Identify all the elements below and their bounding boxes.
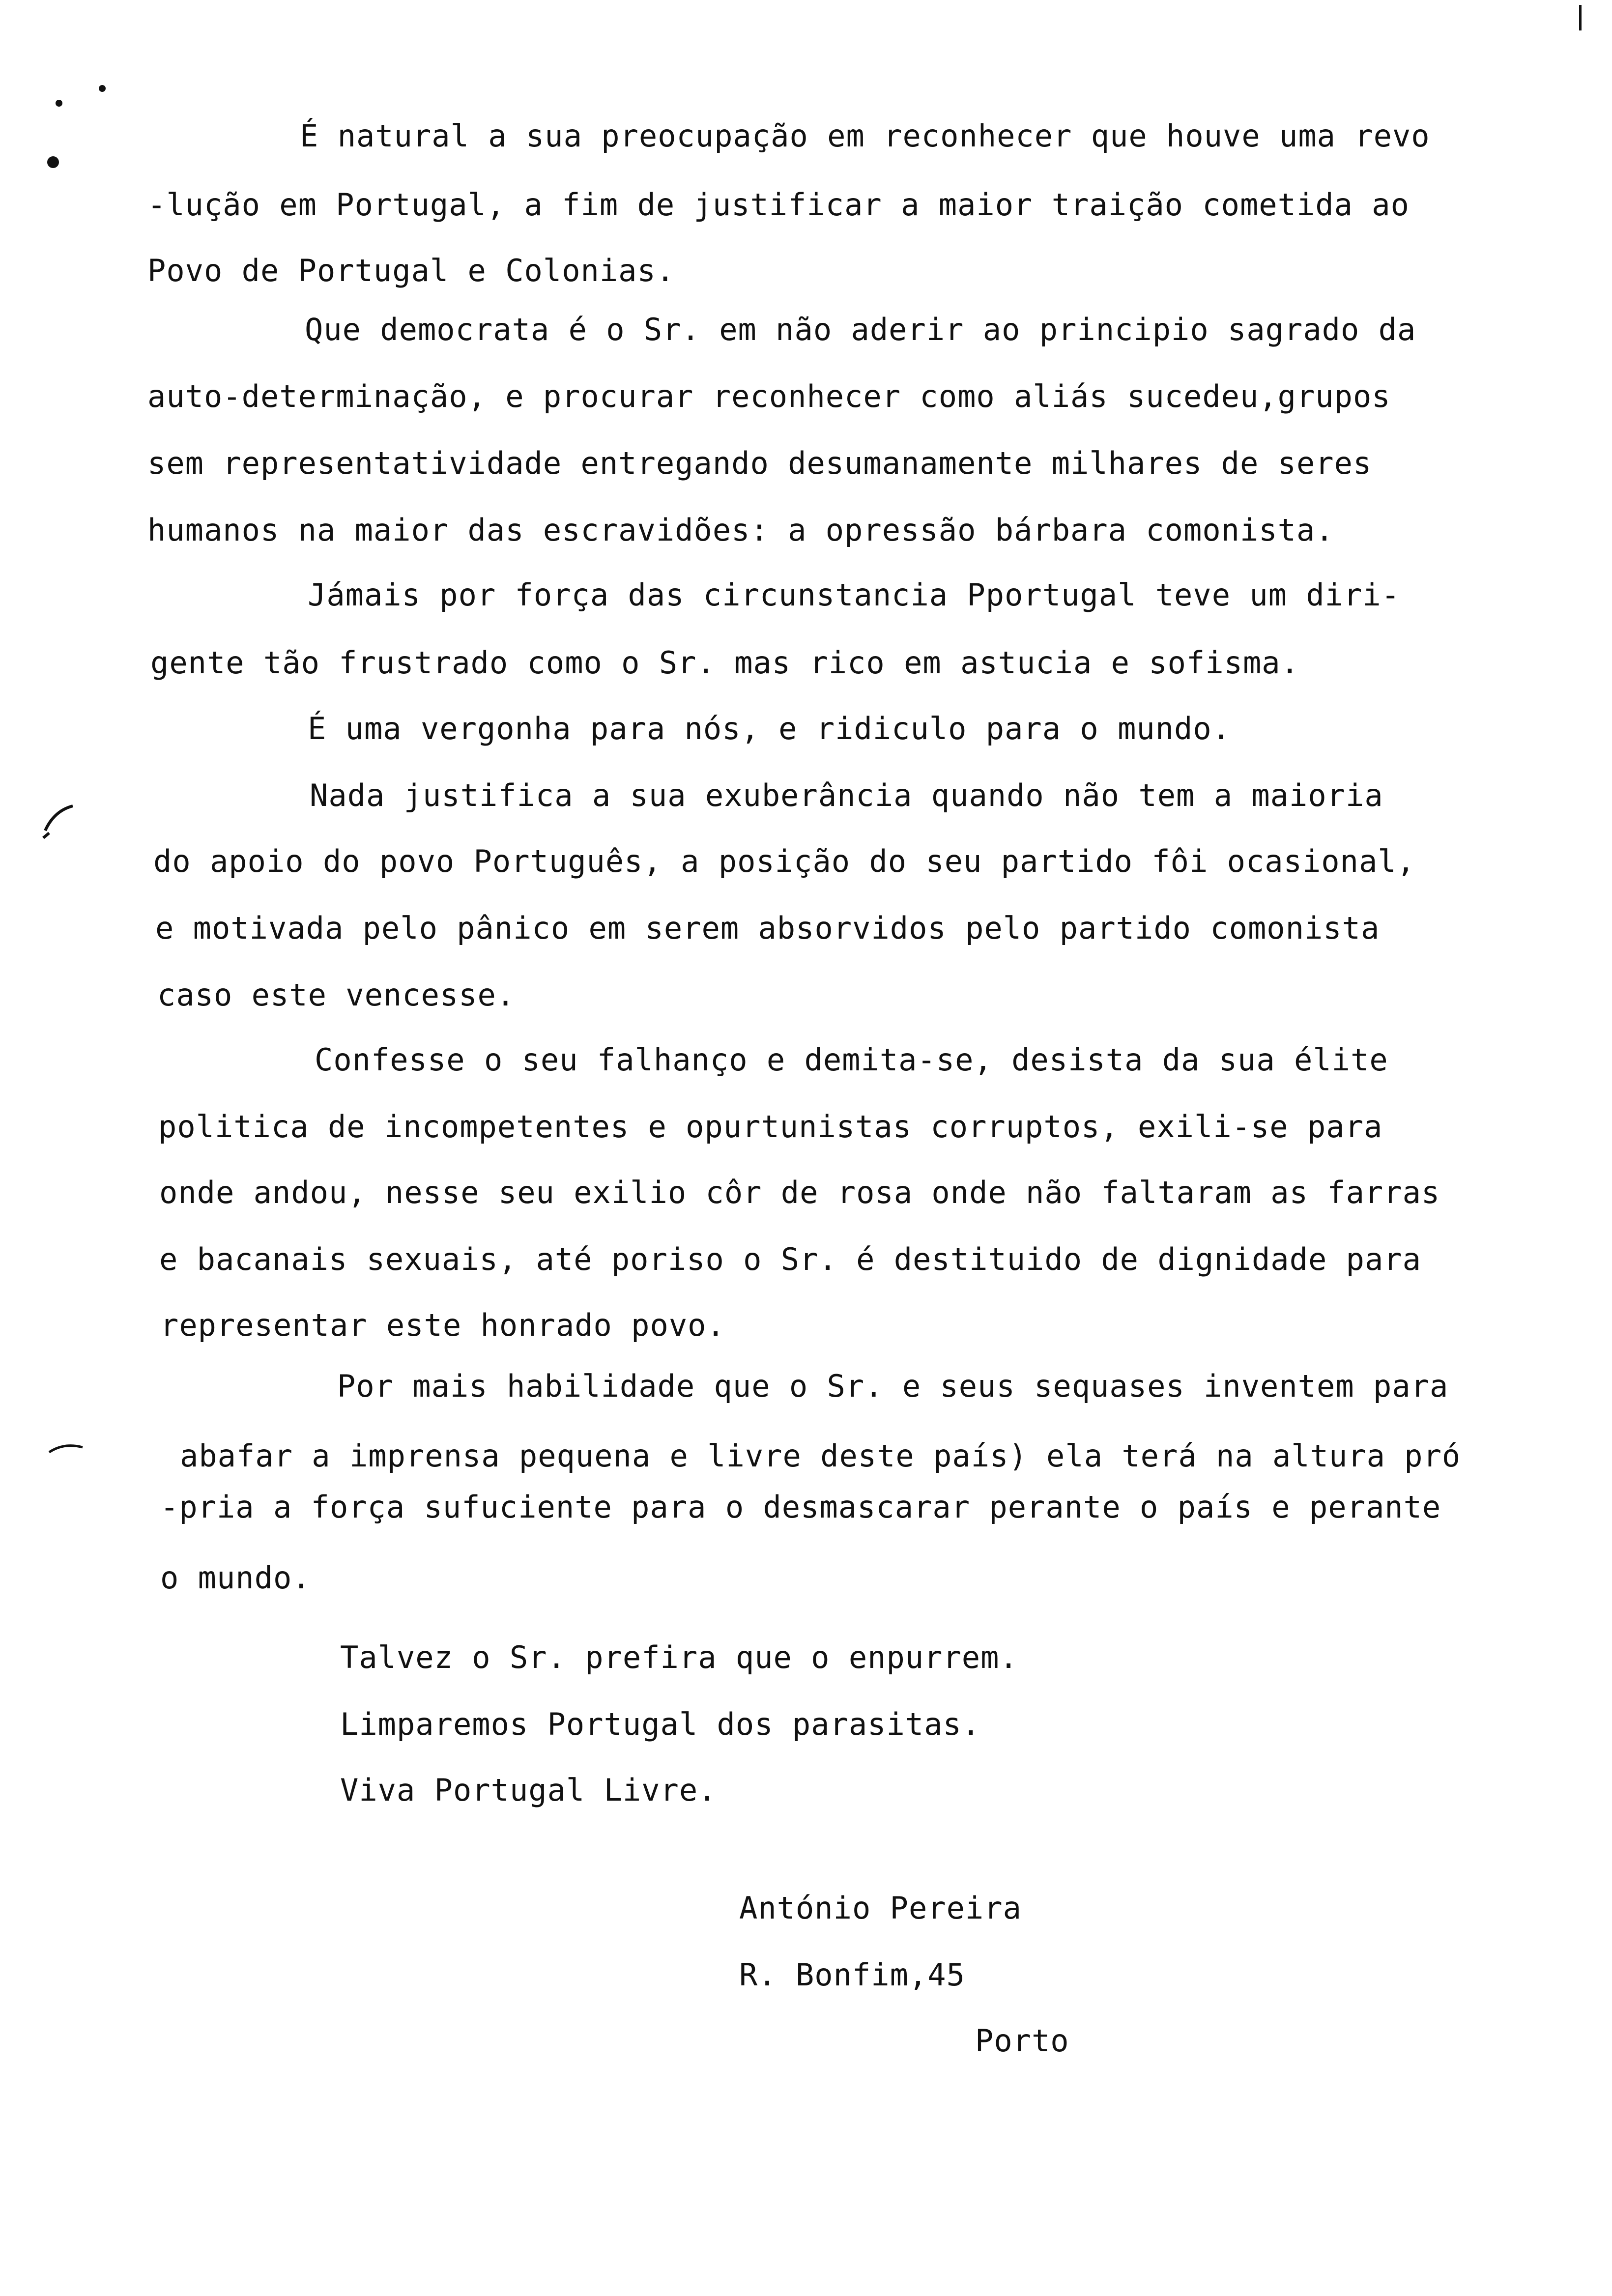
paragraph-1-line-2: -lução em Portugal, a fim de justificar a maior traição cometida ao xyxy=(147,187,1410,223)
paragraph-3-line-2: gente tão frustrado como o Sr. mas rico em astucia e sofisma. xyxy=(150,645,1299,681)
paragraph-5-line-1: Nada justifica a sua exuberância quando não tem a maioria xyxy=(310,777,1383,813)
signature-name: António Pereira xyxy=(739,1890,1022,1926)
paragraph-2-line-4: humanos na maior das escravidões: a opressão bárbara comonista. xyxy=(147,512,1334,548)
paragraph-1-line-3: Povo de Portugal e Colonias. xyxy=(147,253,675,288)
paragraph-5-line-4: caso este vencesse. xyxy=(157,977,516,1013)
paragraph-6-line-2: politica de incompetentes e opurtunistas corruptos, exili-se para xyxy=(158,1109,1383,1145)
paragraph-6-line-3: onde andou, nesse seu exilio côr de rosa onde não faltaram as farras xyxy=(159,1175,1440,1210)
paragraph-2-line-1: Que democrata é o Sr. em não aderir ao principio sagrado da xyxy=(305,312,1416,347)
closing-line-3: Viva Portugal Livre. xyxy=(340,1772,717,1808)
paragraph-7-line-4: o mundo. xyxy=(160,1560,311,1596)
paragraph-1-line-1: É natural a sua preocupação em reconhecer que houve uma revo xyxy=(300,118,1430,154)
paragraph-6-line-1: Confesse o seu falhanço e demita-se, desista da sua élite xyxy=(315,1042,1388,1078)
paragraph-6-line-4: e bacanais sexuais, até poriso o Sr. é destituido de dignidade para xyxy=(159,1241,1421,1277)
paragraph-2-line-3: sem representatividade entregando desumanamente milhares de seres xyxy=(147,445,1372,481)
paragraph-2-line-2: auto-determinação, e procurar reconhecer como aliás sucedeu,grupos xyxy=(147,378,1391,414)
paragraph-7-line-1: Por mais habilidade que o Sr. e seus sequases inventem para xyxy=(337,1368,1449,1404)
paragraph-3-line-1: Jámais por força das circunstancia Pportugal teve um diri- xyxy=(308,577,1400,613)
paragraph-4-line-1: É uma vergonha para nós, e ridiculo para o mundo. xyxy=(308,711,1231,746)
closing-line-1: Talvez o Sr. prefira que o enpurrem. xyxy=(340,1639,1018,1675)
paragraph-7-line-3: -pria a força sufuciente para o desmascarar perante o país e perante xyxy=(160,1489,1441,1525)
paragraph-5-line-2: do apoio do povo Português, a posição do seu partido fôi ocasional, xyxy=(153,843,1415,879)
paragraph-6-line-5: representar este honrado povo. xyxy=(160,1307,725,1343)
closing-line-2: Limparemos Portugal dos parasitas. xyxy=(340,1706,981,1742)
signature-city: Porto xyxy=(975,2023,1069,2059)
signature-address: R. Bonfim,45 xyxy=(739,1957,965,1993)
paragraph-5-line-3: e motivada pelo pânico em serem absorvidos pelo partido comonista xyxy=(155,910,1380,946)
paragraph-7-line-2: abafar a imprensa pequena e livre deste país) ela terá na altura pró xyxy=(180,1438,1461,1474)
